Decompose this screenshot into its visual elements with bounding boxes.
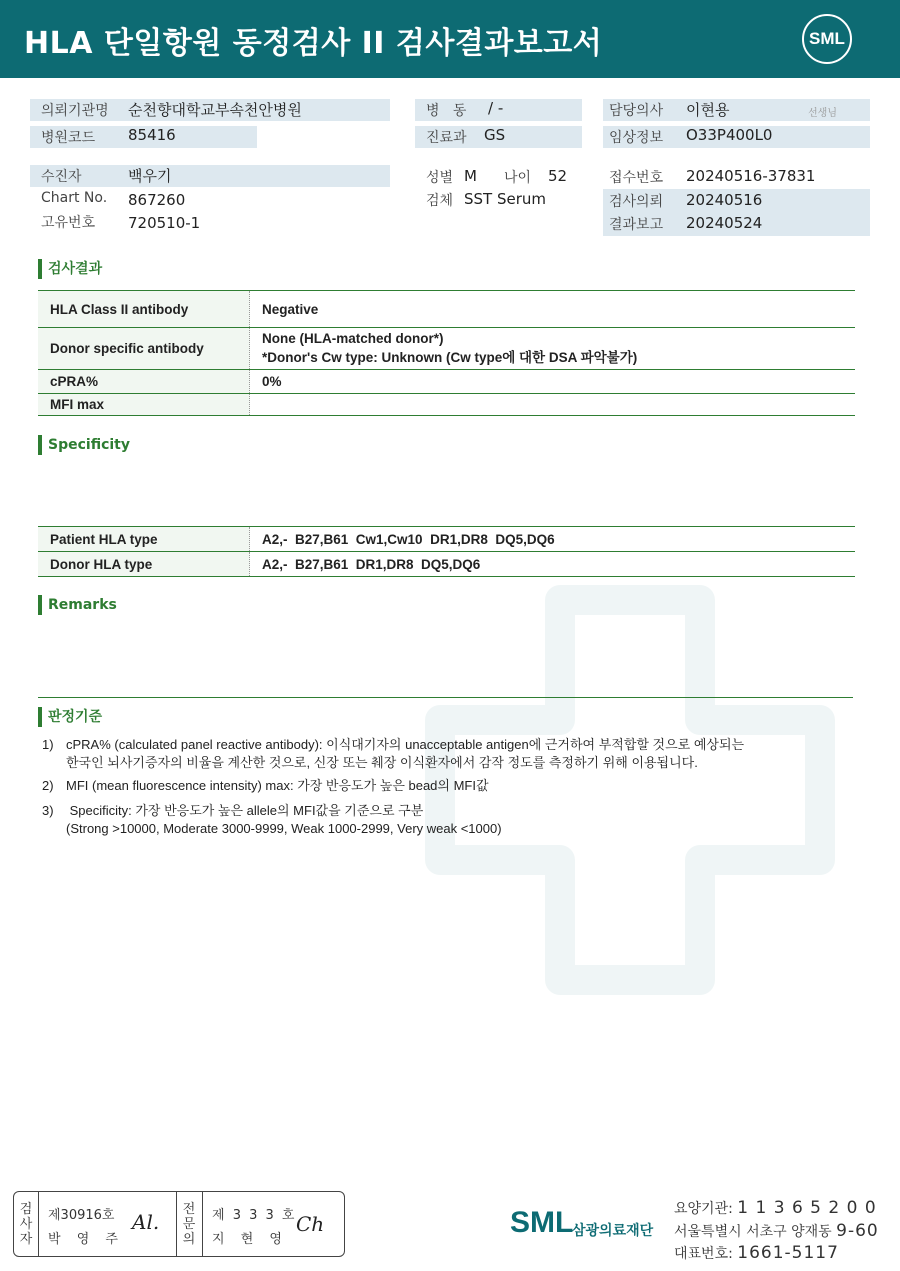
chart-label: Chart No.	[41, 190, 108, 206]
age-value: 52	[548, 167, 568, 185]
results-table	[38, 290, 855, 416]
criteria-num: 2)	[42, 778, 54, 793]
unique-value: 720510-1	[128, 214, 201, 232]
hospital-code-label: 병원코드	[41, 130, 96, 146]
result-key: HLA Class II antibody	[38, 291, 250, 328]
divider	[38, 1192, 39, 1256]
criteria-line: (Strong >10000, Moderate 3000-9999, Weak 1000-2999, Very weak <1000)	[66, 821, 502, 836]
doctor-label: 담당의사	[609, 103, 664, 119]
hla-value: A2,- B27,B61 Cw1,Cw10 DR1,DR8 DQ5,DQ6	[250, 527, 856, 552]
footer-sml-logo: SML	[510, 1206, 574, 1239]
institution-label: 의뢰기관명	[41, 103, 109, 119]
table-row	[38, 552, 855, 577]
criteria-item	[42, 777, 489, 795]
results-section-title: 검사결과	[38, 259, 102, 279]
specialist-no: 제 3 3 3 호	[212, 1208, 297, 1223]
result-key: cPRA%	[38, 370, 250, 394]
unique-label: 고유번호	[41, 215, 96, 231]
result-value	[250, 394, 856, 416]
specialist-name: 지 현 영	[212, 1232, 288, 1247]
result-value: Negative	[250, 291, 856, 328]
hla-key: Patient HLA type	[38, 527, 250, 552]
footer-logo	[510, 1200, 660, 1256]
patient-value: 백우기	[128, 167, 172, 185]
hla-key: Donor HLA type	[38, 552, 250, 577]
specimen-label: 검체	[426, 193, 454, 209]
criteria-section-title: 판정기준	[38, 707, 102, 727]
dsa-value: None (HLA-matched donor*)	[262, 331, 444, 346]
report-title: HLA 단일항원 동정검사 II 검사결과보고서	[24, 26, 603, 61]
examiner-signature: Al.	[132, 1210, 160, 1234]
institution-value: 순천향대학교부속천안병원	[128, 101, 302, 119]
result-key: Donor specific antibody	[38, 328, 250, 370]
examiner-label: 검 사 자	[19, 1201, 33, 1247]
hospital-code-value: 85416	[128, 126, 176, 144]
dept-label: 진료과	[426, 130, 467, 146]
specialist-signature: Ch	[296, 1212, 325, 1236]
signature-box	[13, 1191, 345, 1257]
criteria-line: Specificity: 가장 반응도가 높은 allele의 MFI값을 기준으로 구분	[66, 803, 424, 818]
criteria-item	[42, 736, 744, 772]
table-row	[38, 527, 855, 552]
chart-value: 867260	[128, 191, 186, 209]
criteria-item	[42, 802, 502, 838]
footer-address: 서울특별시 서초구 양재동 9-60	[674, 1221, 879, 1241]
specificity-section-title: Specificity	[38, 435, 130, 455]
remarks-section-title: Remarks	[38, 595, 117, 615]
divider	[202, 1192, 203, 1256]
criteria-line: 한국인 뇌사기증자의 비율을 계산한 것으로, 신장 또는 췌장 이식환자에서 감작 정도를 측정하기 위해 이용됩니다.	[66, 755, 698, 770]
table-row	[38, 328, 855, 370]
divider	[38, 697, 853, 698]
result-value: 0%	[250, 370, 856, 394]
doctor-value: 이현용	[686, 101, 730, 119]
age-label: 나이	[504, 170, 532, 186]
examiner-no: 제30916호	[48, 1208, 115, 1223]
ward-label: 병 동	[426, 103, 467, 119]
clinical-label: 임상정보	[609, 130, 664, 146]
patient-label: 수진자	[41, 169, 82, 185]
request-label: 검사의뢰	[609, 194, 664, 210]
report-label: 결과보고	[609, 217, 664, 233]
result-value-multi	[250, 328, 856, 370]
receipt-value: 20240516-37831	[686, 167, 816, 185]
hla-type-table	[38, 526, 855, 577]
doctor-suffix: 선생님	[808, 108, 837, 119]
sml-logo: SML	[802, 14, 852, 64]
criteria-num: 1)	[42, 737, 54, 752]
report-value: 20240524	[686, 214, 763, 232]
sex-label: 성별	[426, 170, 454, 186]
examiner-name: 박 영 주	[48, 1232, 124, 1247]
result-key: MFI max	[38, 394, 250, 416]
report-header	[0, 0, 900, 78]
info-band	[30, 165, 390, 187]
table-row	[38, 370, 855, 394]
receipt-label: 접수번호	[609, 170, 664, 186]
footer-foundation: 삼광의료재단	[572, 1223, 654, 1239]
specialist-label: 전 문 의	[182, 1201, 196, 1247]
specimen-value: SST Serum	[464, 190, 547, 208]
clinical-value: O33P400L0	[686, 126, 773, 144]
request-value: 20240516	[686, 191, 763, 209]
dept-value: GS	[484, 126, 506, 144]
footer-phone: 대표번호: 1661-5117	[674, 1243, 839, 1263]
table-row	[38, 291, 855, 328]
hla-value: A2,- B27,B61 DR1,DR8 DQ5,DQ6	[250, 552, 856, 577]
ward-value: / -	[488, 99, 504, 117]
dsa-note: *Donor's Cw type: Unknown (Cw type에 대한 DSA 파악불가)	[262, 350, 638, 365]
sex-value: M	[464, 167, 477, 185]
criteria-line: MFI (mean fluorescence intensity) max: 가장 반응도가 높은 bead의 MFI값	[66, 778, 489, 793]
criteria-num: 3)	[42, 803, 54, 818]
footer-code: 요양기관: 1 1 3 6 5 2 0 0	[674, 1198, 877, 1218]
criteria-line: cPRA% (calculated panel reactive antibody): 이식대기자의 unacceptable antigen에 근거하여 부적합할 것으로 예상되는	[66, 737, 745, 752]
table-row	[38, 394, 855, 416]
